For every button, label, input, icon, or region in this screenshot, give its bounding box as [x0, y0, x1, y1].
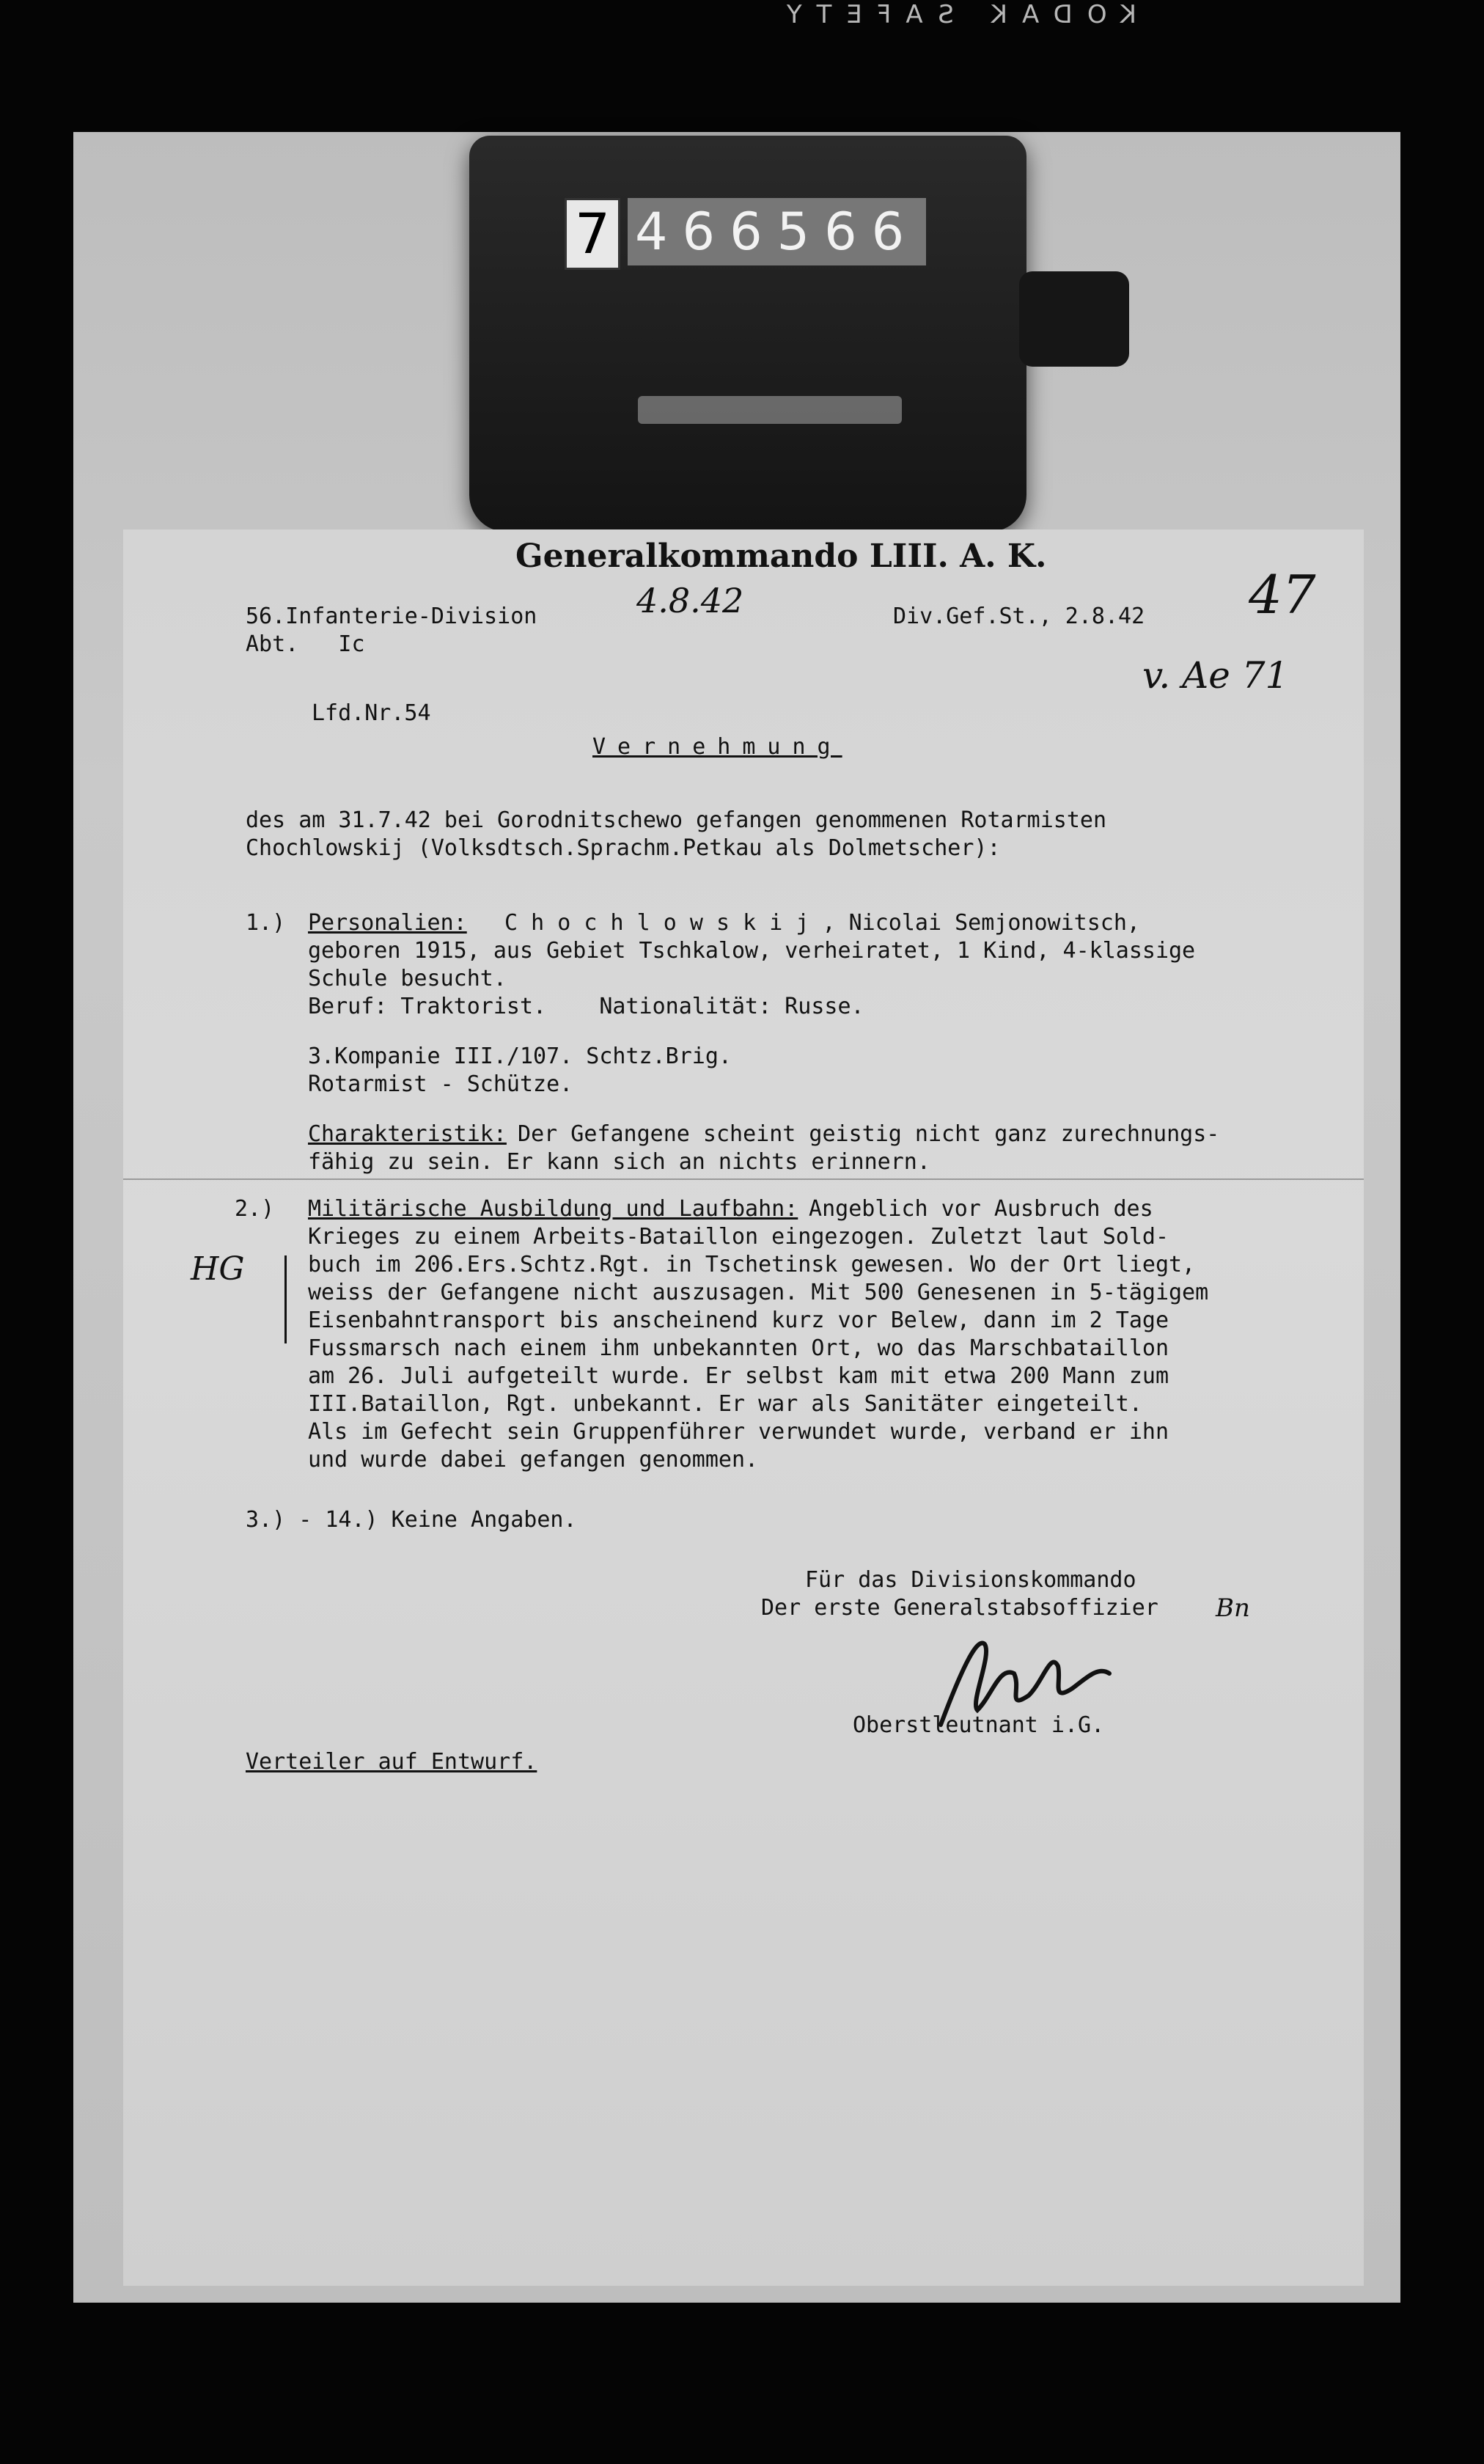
- command-stamp: Generalkommando LIII. A. K.: [515, 538, 1047, 575]
- section-line: und wurde dabei gefangen genommen.: [308, 1447, 759, 1473]
- initials: Bn: [1216, 1594, 1250, 1623]
- section-line: Eisenbahntransport bis anscheinend kurz vor Belew, dann im 2 Tage: [308, 1308, 1169, 1333]
- section-heading: Militärische Ausbildung und Laufbahn:: [308, 1196, 798, 1222]
- section-line: weiss der Gefangene nicht auszusagen. Mit 500 Genesenen in 5-tägigem: [308, 1280, 1209, 1305]
- section-line: Beruf: Traktorist. Nationalität: Russe.: [308, 994, 864, 1019]
- section-number: 2.): [235, 1196, 275, 1222]
- serial-number: Lfd.Nr.54: [312, 700, 431, 726]
- section-heading: Personalien:: [308, 910, 467, 936]
- signature-line-2: Der erste Generalstabsoffizier: [761, 1595, 1158, 1621]
- margin-note-top: v. Ae 71: [1142, 654, 1289, 697]
- counter-display: [565, 198, 926, 270]
- counter-slot: [638, 396, 902, 424]
- section-line: Rotarmist - Schütze.: [308, 1071, 573, 1097]
- section-line: Angeblich vor Ausbruch des: [796, 1196, 1153, 1222]
- film-edge-marking: KODAK SAFETY: [771, 0, 1136, 29]
- document-title: Vernehmung: [592, 734, 842, 760]
- counter-digits: 466566: [628, 198, 926, 265]
- department: Abt. Ic: [246, 631, 365, 657]
- section-line: 3.Kompanie III./107. Schtz.Brig.: [308, 1044, 732, 1069]
- page-number: 47: [1249, 564, 1316, 626]
- counter-prefix: 7: [565, 198, 620, 270]
- sub-heading: Charakteristik:: [308, 1121, 507, 1147]
- intro-line: des am 31.7.42 bei Gorodnitschewo gefangen genommenen Rotarmisten: [246, 807, 1106, 833]
- section-line: am 26. Juli aufgeteilt wurde. Er selbst kam mit etwa 200 Mann zum: [308, 1363, 1169, 1389]
- intro-line: Chochlowskij (Volksdtsch.Sprachm.Petkau als Dolmetscher):: [246, 835, 1001, 861]
- section-line: Krieges zu einem Arbeits-Bataillon eingezogen. Zuletzt laut Sold-: [308, 1224, 1169, 1250]
- section-line: fähig zu sein. Er kann sich an nichts erinnern.: [308, 1149, 930, 1175]
- signature-line-1: Für das Divisionskommando: [805, 1567, 1136, 1593]
- section-line: C h o c h l o w s k i j , Nicolai Semjonowitsch,: [504, 910, 1140, 936]
- distribution-note: Verteiler auf Entwurf.: [246, 1749, 537, 1775]
- stamp-date: 4.8.42: [636, 581, 744, 620]
- margin-note-left: HG: [191, 1250, 245, 1288]
- place-date: Div.Gef.St., 2.8.42: [893, 604, 1145, 629]
- section-line: III.Bataillon, Rgt. unbekannt. Er war als Sanitäter eingeteilt.: [308, 1391, 1142, 1417]
- section-line: Der Gefangene scheint geistig nicht ganz zurechnungs-: [504, 1121, 1220, 1147]
- margin-bar: [284, 1255, 287, 1343]
- signatory-rank: Oberstleutnant i.G.: [853, 1712, 1105, 1738]
- interrogation-document: [123, 529, 1364, 2286]
- section-line: Fussmarsch nach einem ihm unbekannten Ort, wo das Marschbataillon: [308, 1335, 1169, 1361]
- section-number: 1.): [246, 910, 286, 936]
- division-header: 56.Infanterie-Division: [246, 604, 537, 629]
- section-line: geboren 1915, aus Gebiet Tschkalow, verheiratet, 1 Kind, 4-klassige: [308, 938, 1196, 964]
- section-line: Als im Gefecht sein Gruppenführer verwundet wurde, verband er ihn: [308, 1419, 1169, 1445]
- paper-fold-line: [123, 1178, 1364, 1180]
- closing-line: 3.) - 14.) Keine Angaben.: [246, 1507, 577, 1533]
- counter-knob: [1019, 271, 1129, 367]
- section-line: Schule besucht.: [308, 966, 507, 991]
- frame-counter-device: [469, 136, 1026, 532]
- section-line: buch im 206.Ers.Schtz.Rgt. in Tschetinsk gewesen. Wo der Ort liegt,: [308, 1252, 1196, 1277]
